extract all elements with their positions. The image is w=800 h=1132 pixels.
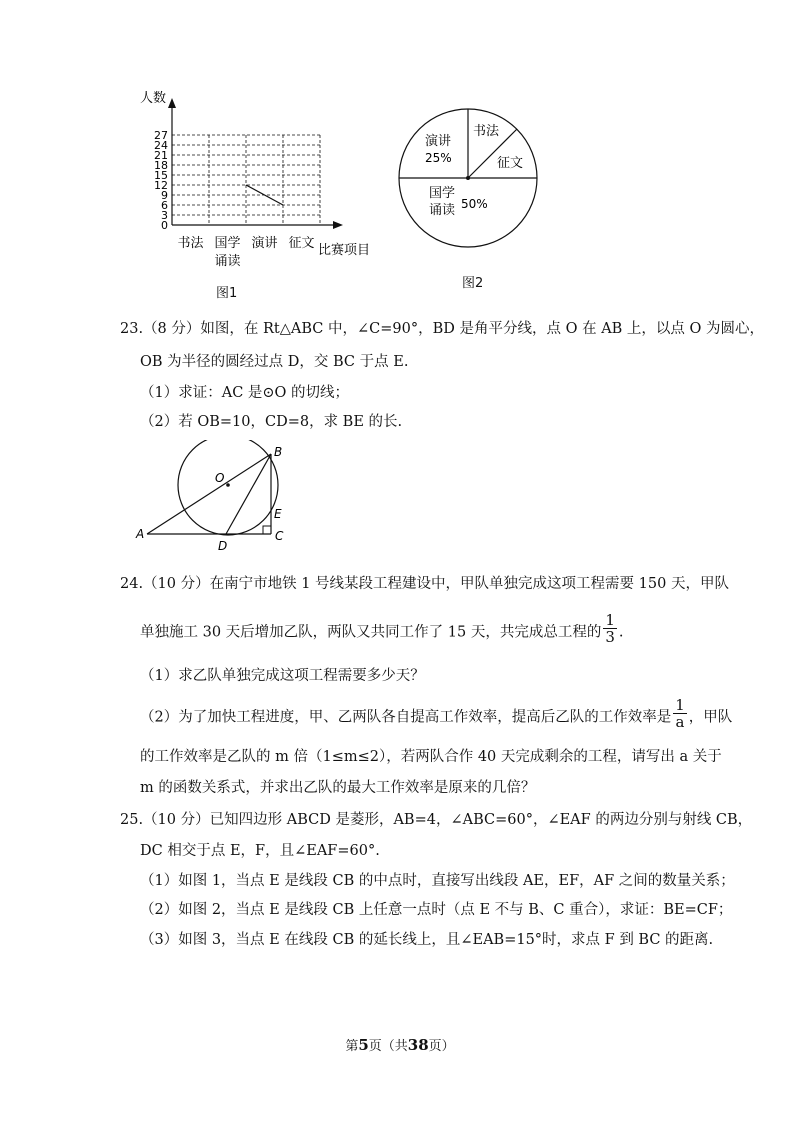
fraction-one-third: $\frac{1}{3}$	[605, 611, 615, 646]
y-tick-label: 3	[161, 209, 168, 222]
x-category-label: 国学	[214, 236, 241, 251]
footer-post: 页）	[428, 1039, 455, 1054]
y-axis-label: 人数	[140, 91, 167, 106]
center-point-o	[226, 483, 230, 487]
figure1-caption: 图1	[216, 286, 238, 301]
footer-total-pages: 38	[407, 1036, 429, 1054]
y-tick-label: 12	[154, 179, 168, 192]
y-tick-label: 27	[154, 129, 168, 142]
footer-pre: 第	[345, 1039, 359, 1054]
footer-page-number: 5	[358, 1036, 369, 1054]
y-tick-label: 21	[154, 149, 168, 162]
q25-part2: （2）如图 2，当点 E 是线段 CB 上任意一点时（点 E 不与 B、C 重合），求证：BE=CF；	[140, 902, 733, 918]
y-tick-label: 0	[161, 219, 168, 232]
x-category-label: 诵读	[214, 254, 241, 269]
q24-part2-line	[140, 696, 733, 734]
label-d: D	[218, 539, 228, 553]
q23-part1: （1）求证：AC 是⊙O 的切线；	[140, 385, 350, 401]
x-axis-arrow	[333, 221, 343, 229]
q24-head: 24.（10 分）在南宁市地铁 1 号线某段工程建设中，甲队单独完成这项工程需要 150 天，甲队	[120, 576, 729, 592]
segment-bd	[226, 454, 271, 534]
slice-label-shufa: 书法	[473, 124, 500, 139]
circle-o	[178, 440, 278, 535]
q23-head: 23.（8 分）如图，在 Rt△ABC 中，∠C=90°，BD 是角平分线，点 O 在 AB 上，以点 O 为圆心，	[120, 321, 765, 337]
pie-center	[466, 176, 470, 180]
x-category-label: 征文	[288, 236, 315, 251]
segment-ab	[147, 454, 271, 534]
slice-pct-guoxue: 50%	[461, 197, 488, 211]
label-o: O	[215, 471, 225, 485]
y-tick-label: 15	[154, 169, 168, 182]
footer-mid: 页（共	[368, 1039, 408, 1054]
slice-label-yanjiang: 演讲	[425, 134, 452, 149]
figure2-caption: 图2	[462, 276, 484, 291]
fraction-one-over-a: $\frac{1}{a}$	[675, 696, 685, 731]
label-e: E	[274, 507, 282, 521]
q23-cont: OB 为半径的圆经过点 D，交 BC 于点 E.	[140, 354, 409, 370]
label-a: A	[136, 527, 145, 541]
q24-cont-line	[140, 611, 624, 649]
page-footer	[0, 1035, 800, 1054]
q24-part2-end: ，甲队	[688, 709, 733, 726]
slice-pct-yanjiang: 25%	[425, 151, 452, 165]
slice-label-zhengwen: 征文	[497, 156, 524, 171]
q24-part4: m 的函数关系式，并求出乙队的最大工作效率是原来的几倍？	[140, 780, 536, 796]
q25-part3: （3）如图 3，当点 E 在线段 CB 的延长线上，且∠EAB=15°时，求点 F 到 BC 的距离.	[140, 932, 714, 948]
q24-cont-end: .	[618, 624, 624, 641]
q23-part2: （2）若 OB=10，CD=8，求 BE 的长.	[140, 414, 403, 430]
q24-part1: （1）求乙队单独完成这项工程需要多少天？	[140, 668, 425, 684]
y-axis-arrow	[168, 98, 176, 108]
y-tick-label: 18	[154, 159, 168, 172]
right-angle-mark	[263, 526, 271, 534]
q25-cont: DC 相交于点 E，F，且∠EAF=60°.	[140, 843, 380, 859]
label-b: B	[274, 445, 283, 459]
y-tick-label: 6	[161, 199, 168, 212]
slice-label-guoxue-2: 诵读	[429, 203, 456, 218]
q25-part1: （1）如图 1，当点 E 是线段 CB 的中点时，直接写出线段 AE，EF，AF 之间的数量关系；	[140, 873, 735, 889]
q23-figure	[130, 440, 300, 555]
y-tick-label: 9	[161, 189, 168, 202]
x-axis-label: 比赛项目	[318, 243, 371, 258]
x-category-label: 演讲	[251, 236, 278, 251]
q24-part2: （2）为了加快工程进度，甲、乙两队各自提高工作效率，提高后乙队的工作效率是	[140, 709, 672, 726]
figure2-pie	[395, 105, 545, 260]
figure1-chart	[130, 90, 390, 270]
x-category-label: 书法	[177, 236, 204, 251]
slice-label-guoxue-1: 国学	[429, 186, 456, 201]
label-c: C	[275, 529, 284, 543]
q25-head: 25.（10 分）已知四边形 ABCD 是菱形，AB=4，∠ABC=60°，∠EAF 的两边分别与射线 CB，	[120, 812, 753, 828]
y-tick-label: 24	[154, 139, 168, 152]
q24-part3: 的工作效率是乙队的 m 倍（1≤m≤2），若两队合作 40 天完成剩余的工程，请写出 a 关于	[140, 749, 722, 765]
q24-cont: 单独施工 30 天后增加乙队，两队又共同工作了 15 天，共完成总工程的	[140, 624, 602, 641]
